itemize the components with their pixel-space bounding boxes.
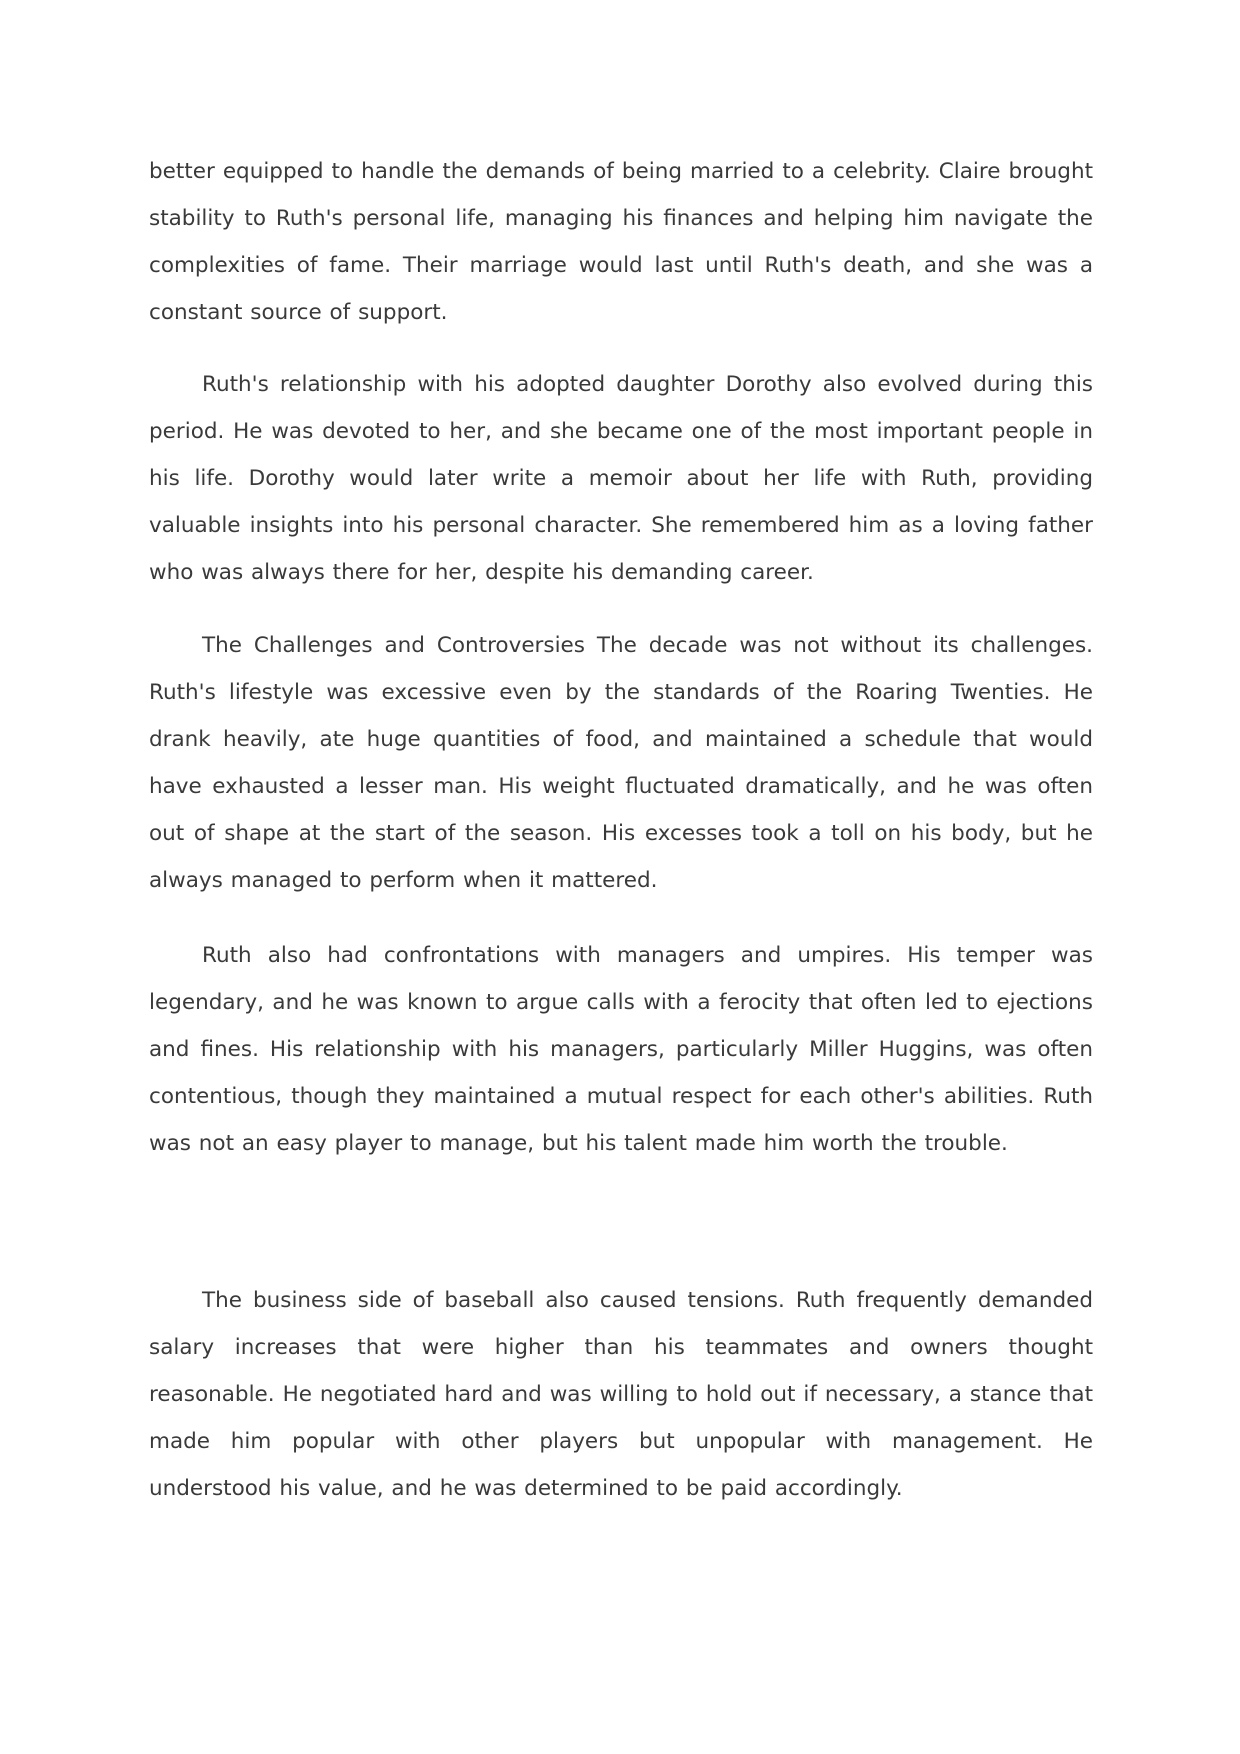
paragraph-challenges: The Challenges and Controversies The decade was not without its challenges. Ruth's lifestyle was excessive even by the standards of the Roaring Twenties. He drank heavily, ate huge quantities of food, and maintained a schedule that would have exhausted a lesser man. His weight fluctuated dramatically, and he was often out of shape at the start of the season. His excesses took a toll on his body, but he always managed to perform when it mattered. bbox=[149, 633, 1093, 893]
paragraph-continuation: better equipped to handle the demands of being married to a celebrity. Claire brought stability to Ruth's personal life, managing his finances and helping him navigate the complexities of fame. Their marriage would last until Ruth's death, and she was a constant source of support. bbox=[149, 159, 1093, 325]
paragraph-business: The business side of baseball also caused tensions. Ruth frequently demanded salary increases that were higher than his teammates and owners thought reasonable. He negotiated hard and was willing to hold out if necessary, a stance that made him popular with other players but unpopular with management. He understood his value, and he was determined to be paid accordingly. bbox=[149, 1288, 1093, 1501]
paragraph-dorothy: Ruth's relationship with his adopted daughter Dorothy also evolved during this period. He was devoted to her, and she became one of the most important people in his life. Dorothy would later write a memoir about her life with Ruth, providing valuable insights into his personal character. She remembered him as a loving father who was always there for her, despite his demanding career. bbox=[149, 372, 1093, 585]
paragraph-confrontations: Ruth also had confrontations with managers and umpires. His temper was legendary, and he was known to argue calls with a ferocity that often led to ejections and fines. His relationship with his managers, particularly Miller Huggins, was often contentious, though they maintained a mutual respect for each other's abilities. Ruth was not an easy player to manage, but his talent made him worth the trouble. bbox=[149, 943, 1093, 1156]
